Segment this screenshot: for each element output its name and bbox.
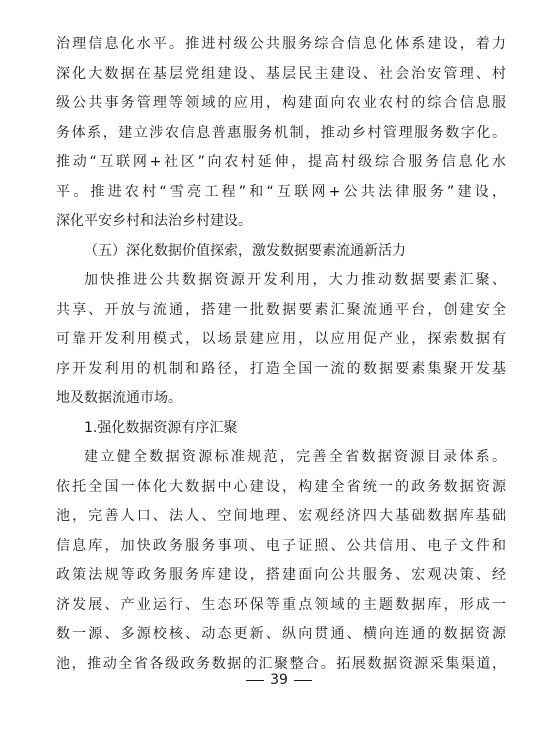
body-text	[56, 30, 506, 679]
text-line: 依托全国一体化大数据中心建设，构建全省统一的政务数据资源	[56, 478, 506, 495]
text-line: 平。推进农村“雪亮工程”和“互联网+公共法律服务”建设，	[56, 183, 506, 200]
text-line: 数一源、多源校核、动态更新、纵向贯通、横向连通的数据资源	[56, 626, 506, 642]
dash-left	[246, 680, 264, 681]
text-line: 推动“互联网+社区”向农村延伸，提高村级综合服务信息化水	[56, 154, 506, 170]
text-line: 务体系，建立涉农信息普惠服务机制，推动乡村管理服务数字化。	[56, 124, 506, 141]
section-heading: （五）深化数据价值探索，激发数据要素流通新活力	[84, 242, 406, 259]
text-line: 建立健全数据资源标准规范，完善全省数据资源目录体系。	[84, 449, 506, 465]
text-line: 深化平安乡村和法治乡村建设。	[56, 213, 252, 229]
text-line: 济发展、产业运行、生态环保等重点领域的主题数据库，形成一	[56, 596, 506, 613]
text-line: 池，推动全省各级政务数据的汇聚整合。拓展数据资源采集渠道，	[56, 655, 506, 672]
subsection-heading: 1.强化数据资源有序汇聚	[84, 419, 238, 436]
text-line: 级公共事务管理等领域的应用，构建面向农业农村的综合信息服	[56, 95, 506, 111]
text-line: 地及数据流通市场。	[56, 390, 182, 406]
text-line: 共享、开放与流通，搭建一批数据要素汇聚流通平台，创建安全	[56, 301, 506, 318]
dash-right	[294, 680, 312, 681]
text-line: 加快推进公共数据资源开发利用，大力推动数据要素汇聚、	[84, 272, 506, 288]
page-number	[0, 672, 558, 688]
text-line: 治理信息化水平。推进村级公共服务综合信息化体系建设，着力	[56, 36, 506, 52]
text-line: 政策法规等政务服务库建设，搭建面向公共服务、宏观决策、经	[56, 567, 506, 583]
text-line: 信息库，加快政务服务事项、电子证照、公共信用、电子文件和	[56, 537, 506, 554]
text-line: 序开发利用的机制和路径，打造全国一流的数据要素集聚开发基	[56, 360, 506, 377]
text-line: 深化大数据在基层党组建设、基层民主建设、社会治安管理、村	[56, 65, 506, 82]
text-line: 池，完善人口、法人、空间地理、宏观经济四大基础数据库基础	[56, 508, 506, 524]
text-line: 可靠开发利用模式，以场景建应用，以应用促产业，探索数据有	[56, 331, 506, 347]
page-number-value: 39	[270, 672, 288, 688]
